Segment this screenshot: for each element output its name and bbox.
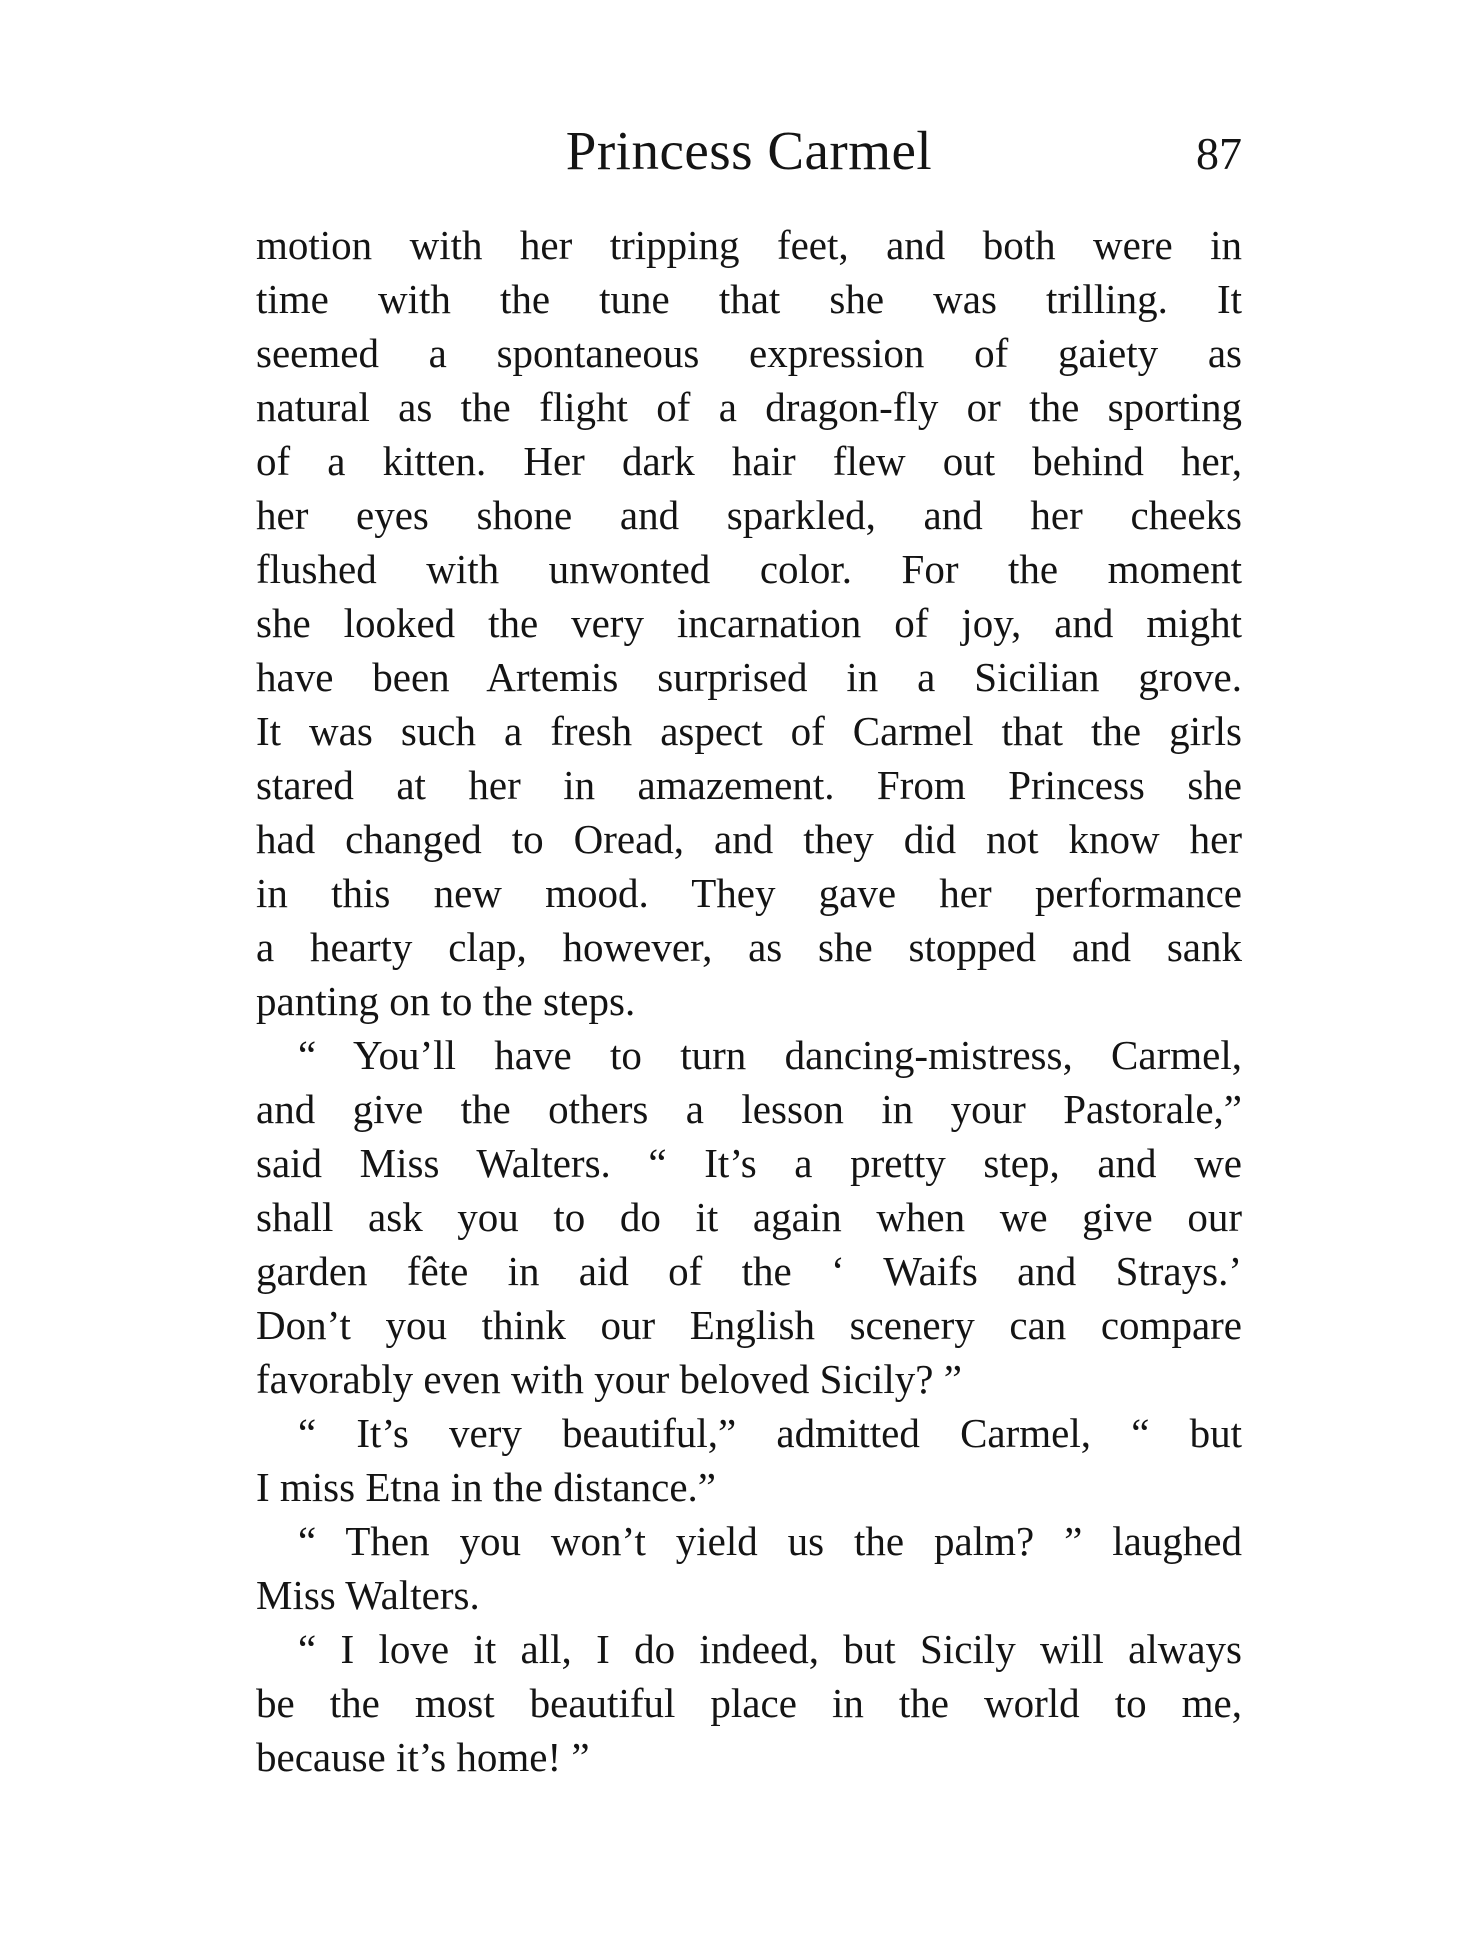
text-line: Miss Walters. bbox=[256, 1572, 480, 1618]
text-line: flushed with unwonted color. For the moment bbox=[256, 546, 1242, 592]
text-line: and give the others a lesson in your Pastorale,” bbox=[256, 1086, 1242, 1132]
text-line: stared at her in amazement. From Princess she bbox=[256, 762, 1242, 808]
text-line: be the most beautiful place in the world to me, bbox=[256, 1680, 1242, 1726]
running-title: Princess Carmel bbox=[565, 120, 933, 181]
text-line: a hearty clap, however, as she stopped and sank bbox=[256, 924, 1242, 970]
text-line: “ Then you won’t yield us the palm? ” laughed bbox=[298, 1518, 1242, 1564]
text-line: in this new mood. They gave her performance bbox=[256, 870, 1242, 916]
text-line: It was such a fresh aspect of Carmel that the girls bbox=[256, 708, 1242, 754]
text-line: said Miss Walters. “ It’s a pretty step, and we bbox=[256, 1140, 1242, 1186]
text-line: she looked the very incarnation of joy, and might bbox=[256, 600, 1242, 646]
text-line: seemed a spontaneous expression of gaiety as bbox=[256, 330, 1242, 376]
text-line: shall ask you to do it again when we give our bbox=[256, 1194, 1242, 1240]
text-line: her eyes shone and sparkled, and her cheeks bbox=[256, 492, 1242, 538]
text-line: “ I love it all, I do indeed, but Sicily will always bbox=[298, 1626, 1242, 1672]
text-line: because it’s home! ” bbox=[256, 1734, 590, 1780]
running-head bbox=[256, 118, 1242, 188]
text-line: time with the tune that she was trilling. It bbox=[256, 276, 1242, 322]
text-line: of a kitten. Her dark hair flew out behind her, bbox=[256, 438, 1242, 484]
body-text bbox=[256, 218, 1242, 1784]
text-line: motion with her tripping feet, and both were in bbox=[256, 222, 1242, 268]
text-line: have been Artemis surprised in a Sicilian grove. bbox=[256, 654, 1242, 700]
text-line: “ You’ll have to turn dancing-mistress, Carmel, bbox=[298, 1032, 1242, 1078]
text-line: garden fête in aid of the ‘ Waifs and Strays.’ bbox=[256, 1248, 1242, 1294]
text-line: “ It’s very beautiful,” admitted Carmel, “ but bbox=[298, 1410, 1242, 1456]
text-line: panting on to the steps. bbox=[256, 978, 636, 1024]
page-number: 87 bbox=[1196, 128, 1242, 179]
text-line: Don’t you think our English scenery can compare bbox=[256, 1302, 1242, 1348]
text-line: natural as the flight of a dragon-fly or the sporting bbox=[256, 384, 1242, 430]
text-line: had changed to Oread, and they did not know her bbox=[256, 816, 1242, 862]
text-line: I miss Etna in the distance.” bbox=[256, 1464, 716, 1510]
text-line: favorably even with your beloved Sicily? ” bbox=[256, 1356, 962, 1402]
